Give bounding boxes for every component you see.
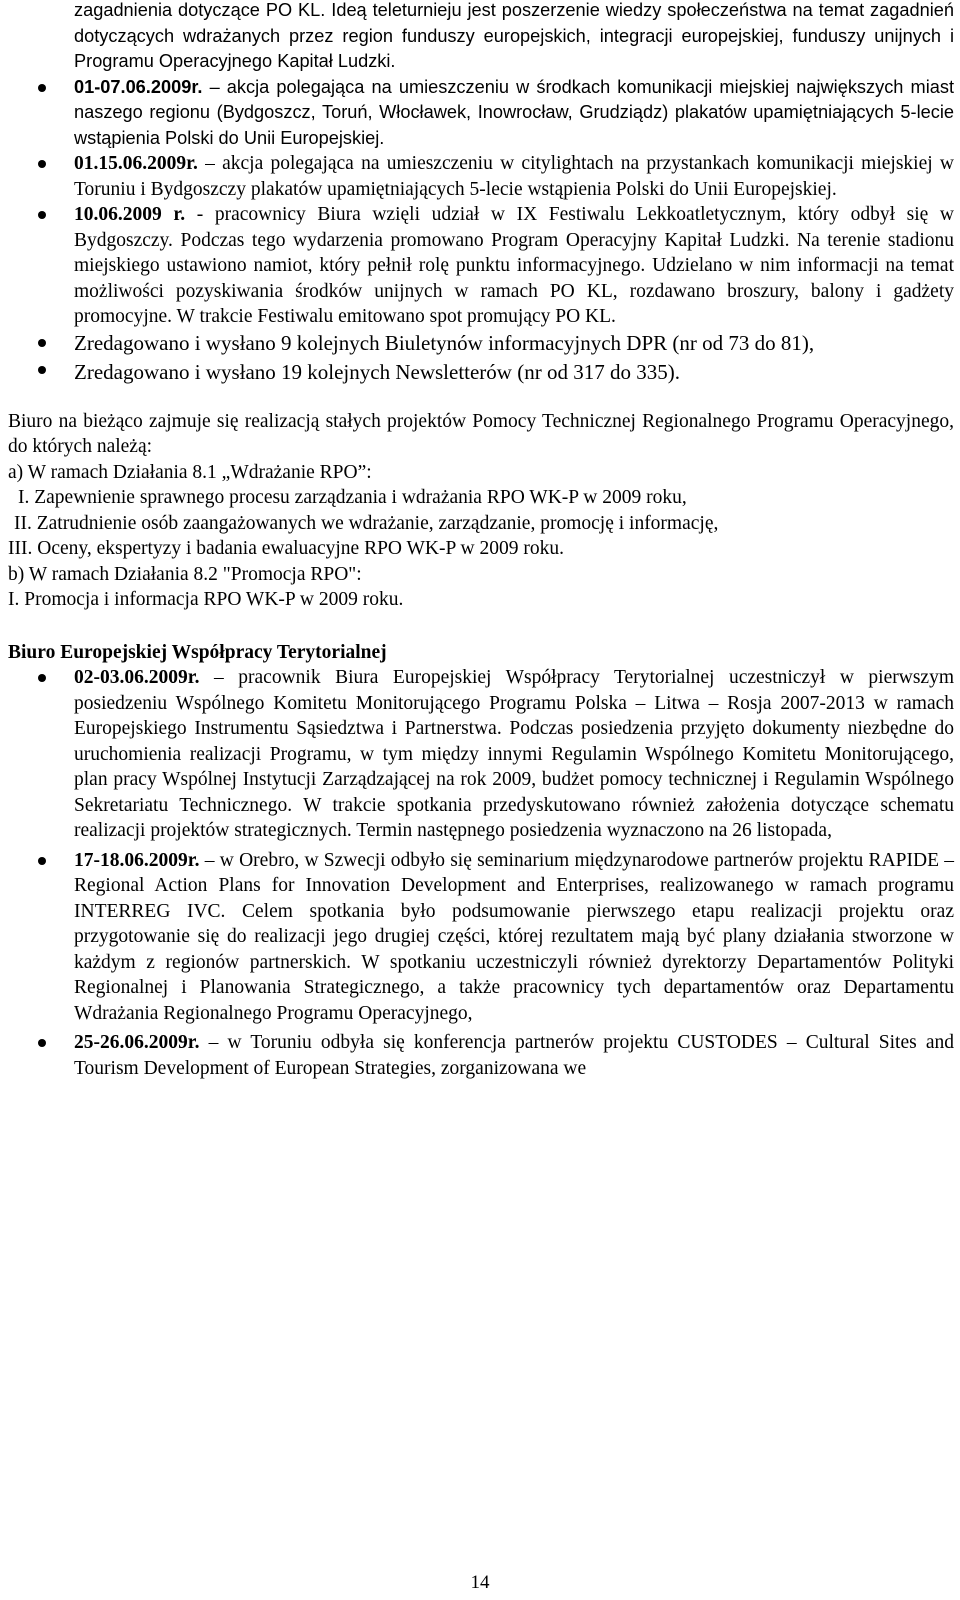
item-text: Zredagowano i wysłano 9 kolejnych Biuletynów informacyjnych DPR (nr od 73 do 81), — [74, 330, 815, 355]
projects-b-label: b) W ramach Działania 8.2 "Promocja RPO": — [8, 563, 362, 585]
projects-a-item: I. Zapewnienie sprawnego procesu zarządzania i wdrażania RPO WK-P w 2009 roku, — [18, 487, 687, 508]
list-item — [8, 1030, 954, 1081]
page-content — [8, 0, 954, 1081]
projects-a-label: a) W ramach Działania 8.1 „Wdrażanie RPO”: — [8, 461, 372, 483]
item-text: – akcja polegająca na umieszczeniu w środkach komunikacji miejskiej największych miast naszego regionu (Bydgoszcz, Toruń, Włocławek, Inowrocław, Grudziądz) plakatów upamiętniających 5-lecie wstąpienia Polski do Unii Europejskiej. — [74, 76, 954, 148]
item-date: 01-07.06.2009r. — [74, 76, 203, 97]
list-item — [8, 75, 954, 152]
item-date: 02-03.06.2009r. — [74, 667, 200, 688]
projects-a-item: II. Zatrudnienie osób zaangażowanych we wdrażanie, zarządzanie, promocję i informację, — [14, 512, 719, 534]
item-text: – w Orebro, w Szwecji odbyło się seminarium międzynarodowe partnerów projektu RAPIDE – Regional Action Plans for Innovation Development and Enterprises, realizowanego w ramach programu INTERREG IVC. Celem spotkania było podsumowanie pierwszego etapu realizacji projektu oraz przygotowanie się do realizacji jego drugiej części, której rezultatem mają być plany działania stworzone w każdym z regionów partnerskich. W spotkaniu uczestniczyli również dyrektorzy Departamentów Polityki Regionalnej i Planowania Strategicznego, a także pracownicy tych departamentów oraz Departamentu Wdrażania Regionalnego Programu Operacyjnego, — [74, 849, 954, 1024]
item-date: 17-18.06.2009r. — [74, 849, 200, 871]
page-number: 14 — [470, 1572, 490, 1593]
projects-lead — [8, 409, 954, 460]
item-date: 10.06.2009 r. — [74, 204, 186, 225]
item-text: - pracownicy Biura wzięli udział w IX Festiwalu Lekkoatletycznym, który odbył się w Bydgoszczy. Podczas tego wydarzenia promowano Program Operacyjny Kapitał Ludzki. Na terenie stadionu miejskiego ustawiono namiot, który pełnił rolę punktu informacyjnego. Udzielano w nim informacji na temat możliwości pozyskiwania środków unijnych w ramach PO KL, rozdawano broszury, balony i gadżety promocyjne. W trakcie Festiwalu emitowano spot promujący PO KL. — [74, 204, 954, 327]
projects-b-item: I. Promocja i informacja RPO WK-P w 2009 roku. — [8, 589, 404, 610]
item-date: 01.15.06.2009r. — [74, 153, 198, 174]
intro-paragraph — [8, 0, 954, 75]
list-item — [8, 665, 954, 844]
spacer — [8, 387, 954, 409]
item-text: – akcja polegająca na umieszczeniu w citylightach na przystankach komunikacji miejskiej w Toruniu i Bydgoszczy plakatów upamiętniających 5-lecie wstąpienia Polski do Unii Europejskiej. — [74, 153, 954, 200]
list-item — [8, 848, 954, 1027]
item-text: – w Toruniu odbyła się konferencja partnerów projektu CUSTODES – Cultural Sites and Tourism Development of European Strategies, zorganizowana we — [74, 1032, 954, 1079]
item-text: Zredagowano i wysłano 19 kolejnych Newsletterów (nr od 317 do 335). — [74, 359, 680, 384]
section-heading: Biuro Europejskiej Współpracy Terytorialnej — [8, 641, 387, 663]
intro-text: zagadnienia dotyczące PO KL. Ideą teleturnieju jest poszerzenie wiedzy społeczeństwa na temat zagadnień dotyczących wdrażanych przez region funduszy europejskich, integracji europejskiej, funduszy unijnych i Programu Operacyjnego Kapitał Ludzki. — [74, 0, 954, 71]
list-item — [8, 357, 954, 387]
item-text: – pracownik Biura Europejskiej Współpracy Terytorialnej uczestniczył w pierwszym posiedzeniu Wspólnego Komitetu Monitorującego Programu Polska – Litwa – Rosja 2007-2013 w ramach Europejskiego Instrumentu Sąsiedztwa i Partnerstwa. Podczas posiedzenia przyjęto dokumenty niezbędne do uruchomienia realizacji Programu, w tym między innymi Regulamin Wspólnego Komitetu Monitorującego, plan pracy Wspólnej Instytucji Zarządzającej na rok 2009, budżet pomocy technicznej i Regulamin Wspólnego Sekretariatu Technicznego. W trakcie spotkania przedyskutowano również założenia dotyczące schematu realizacji projektów strategicznych. Termin następnego posiedzenia wyznaczono na 26 listopada, — [74, 667, 954, 841]
projects-lead-text: Biuro na bieżąco zajmuje się realizacją stałych projektów Pomocy Technicznej Regionalnego Programu Operacyjnego, do których należą: — [8, 410, 954, 457]
spacer — [8, 613, 954, 640]
projects-a-item: III. Oceny, ekspertyzy i badania ewaluacyjne RPO WK-P w 2009 roku. — [8, 538, 564, 559]
list-item — [8, 330, 954, 357]
list-item — [8, 202, 954, 330]
item-date: 25-26.06.2009r. — [74, 1032, 200, 1053]
list-item — [8, 151, 954, 202]
